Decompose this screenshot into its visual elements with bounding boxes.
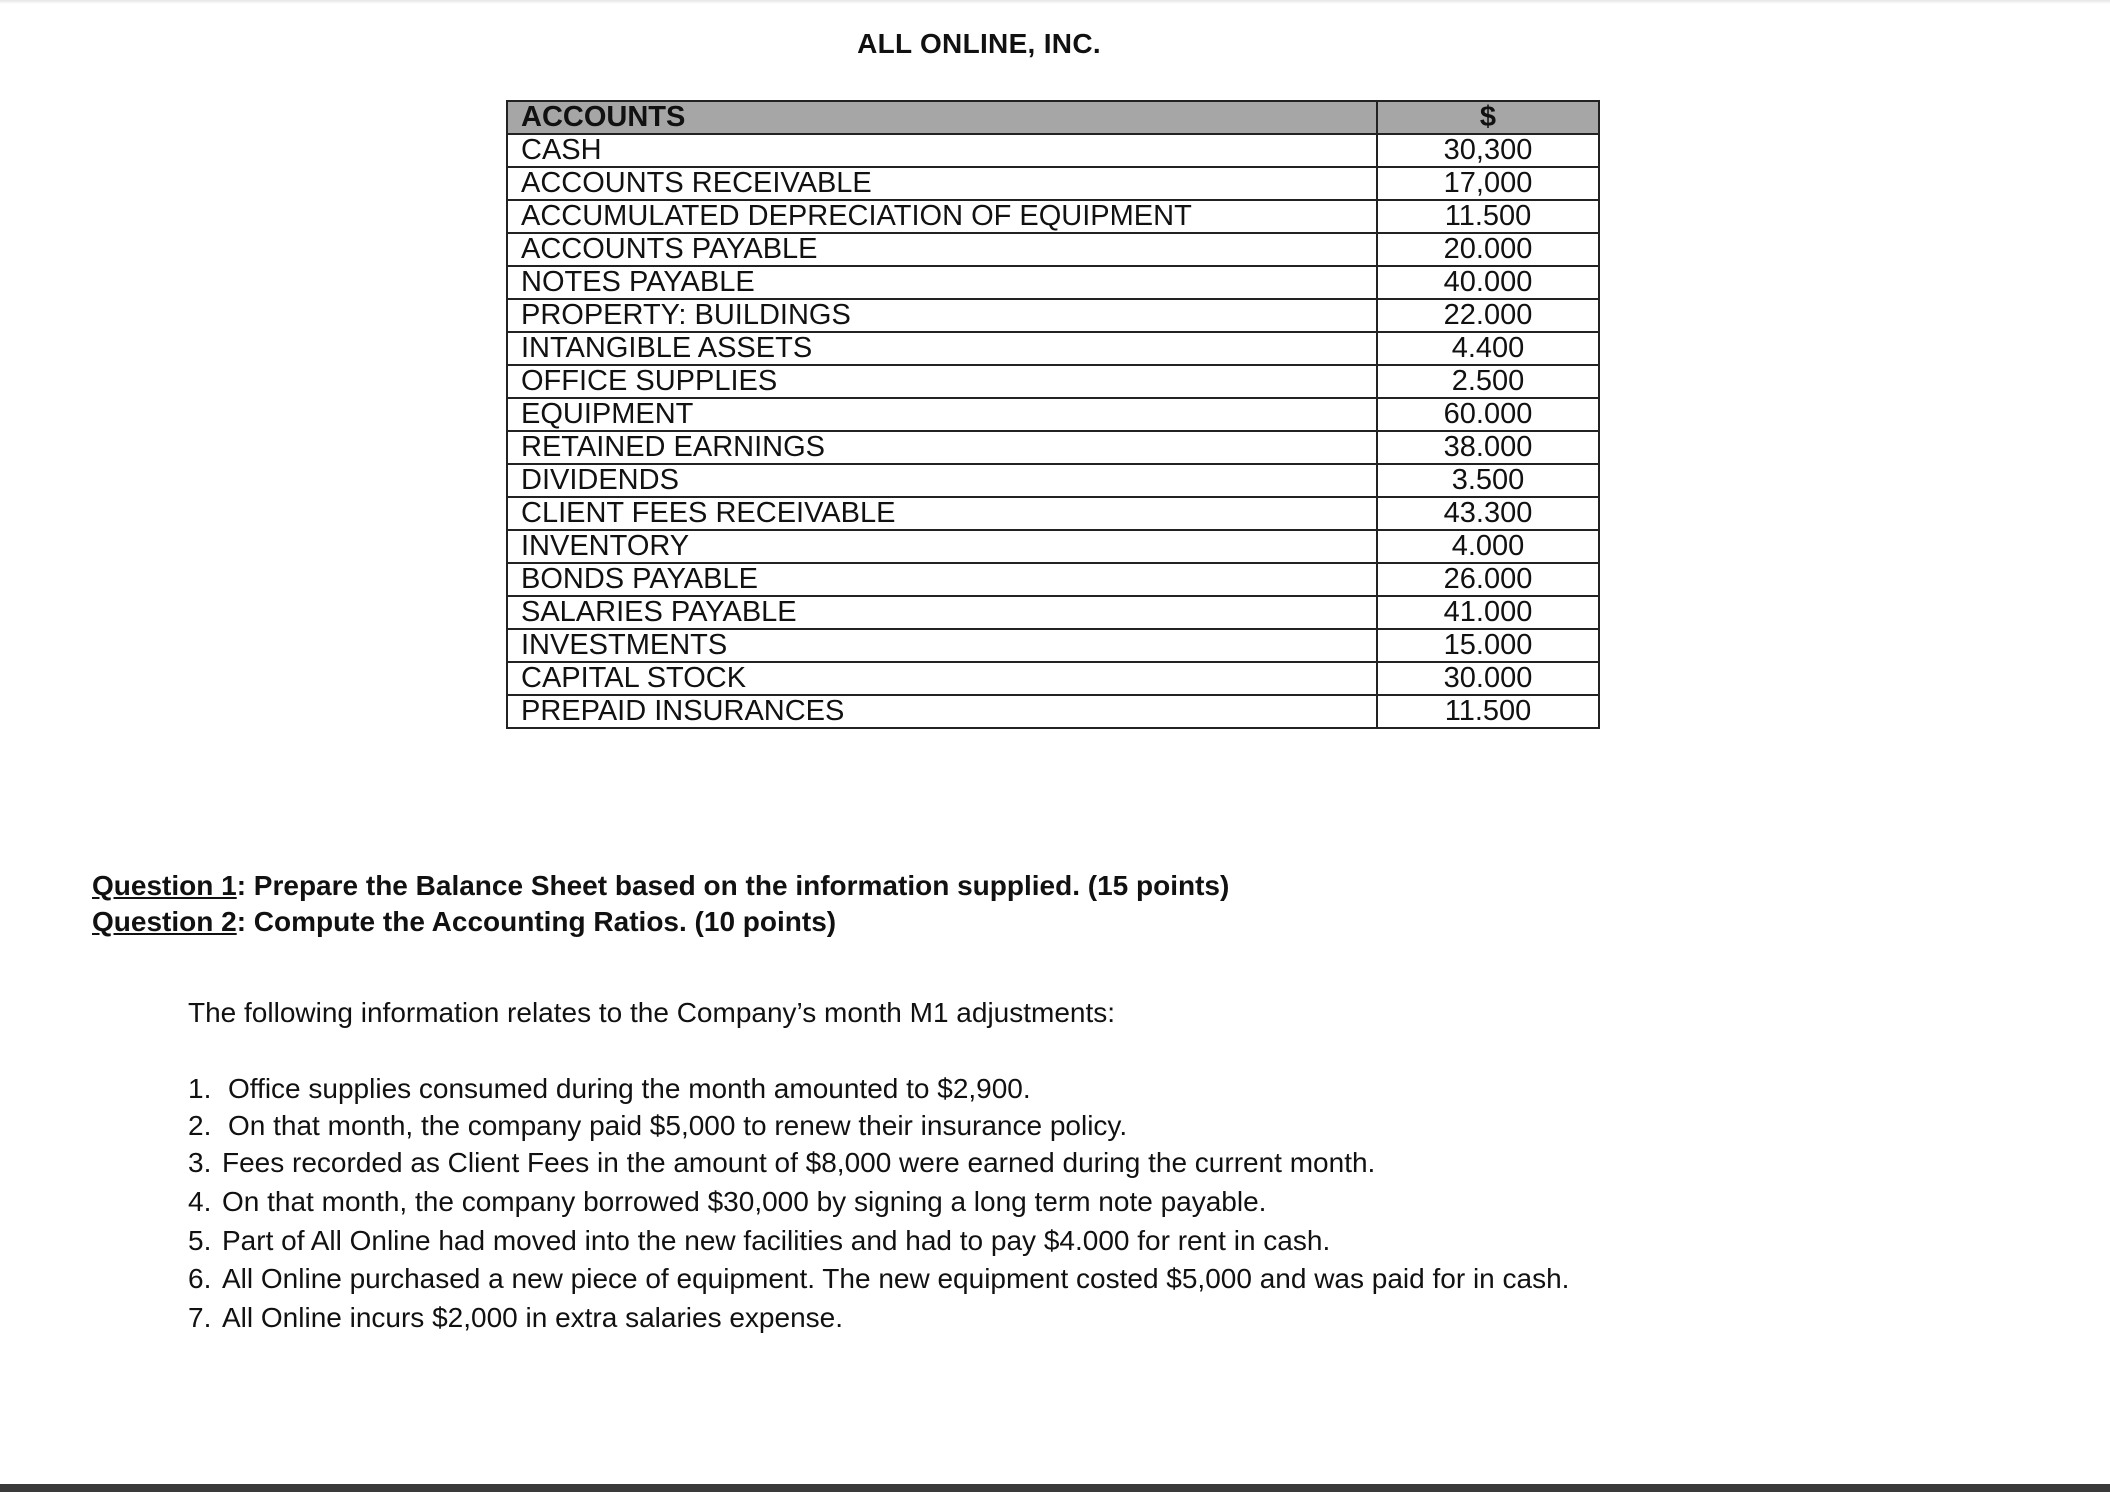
account-name: DIVIDENDS <box>507 464 1377 497</box>
question-label: Question 2 <box>92 906 237 937</box>
question-text: : Compute the Accounting Ratios. (10 points) <box>236 906 837 937</box>
account-value: 40.000 <box>1377 266 1599 299</box>
account-name: CASH <box>507 134 1377 167</box>
table-row <box>507 695 1599 728</box>
account-value: 3.500 <box>1377 464 1599 497</box>
table-row <box>507 266 1599 299</box>
account-name: NOTES PAYABLE <box>507 266 1377 299</box>
account-value: 22.000 <box>1377 299 1599 332</box>
table-row <box>507 134 1599 167</box>
adjustments-list <box>188 1070 1569 1338</box>
table-row <box>507 233 1599 266</box>
question-label: Question 1 <box>92 870 237 901</box>
account-name: INTANGIBLE ASSETS <box>507 332 1377 365</box>
account-value: 20.000 <box>1377 233 1599 266</box>
table-row <box>507 167 1599 200</box>
account-value: 2.500 <box>1377 365 1599 398</box>
account-value: 17,000 <box>1377 167 1599 200</box>
item-number: 4. <box>188 1185 212 1217</box>
list-item <box>188 1260 1569 1299</box>
list-item <box>188 1222 1569 1261</box>
account-value: 26.000 <box>1377 563 1599 596</box>
account-value: 15.000 <box>1377 629 1599 662</box>
table-row <box>507 365 1599 398</box>
amount-column-header: $ <box>1377 101 1599 134</box>
account-value: 60.000 <box>1377 398 1599 431</box>
question-1 <box>92 868 1229 904</box>
document-title: ALL ONLINE, INC. <box>857 28 1101 59</box>
table-row <box>507 497 1599 530</box>
accounts-column-header: ACCOUNTS <box>507 101 1377 134</box>
table-row <box>507 299 1599 332</box>
account-value: 11.500 <box>1377 695 1599 728</box>
account-name: PREPAID INSURANCES <box>507 695 1377 728</box>
item-text: On that month, the company borrowed $30,000 by signing a long term note payable. <box>222 1185 1267 1217</box>
table-row <box>507 596 1599 629</box>
item-number: 6. <box>188 1263 212 1295</box>
item-text: Part of All Online had moved into the new facilities and had to pay $4.000 for rent in cash. <box>222 1224 1331 1256</box>
list-item <box>188 1107 1569 1144</box>
item-number: 2. <box>188 1110 212 1141</box>
account-value: 43.300 <box>1377 497 1599 530</box>
item-text: All Online incurs $2,000 in extra salaries expense. <box>222 1302 844 1334</box>
item-text: All Online purchased a new piece of equipment. The new equipment costed $5,000 and was paid for in cash. <box>222 1263 1570 1295</box>
account-value: 11.500 <box>1377 200 1599 233</box>
table-row <box>507 464 1599 497</box>
account-name: CAPITAL STOCK <box>507 662 1377 695</box>
table-row <box>507 662 1599 695</box>
list-item <box>188 1299 1569 1338</box>
account-name: BONDS PAYABLE <box>507 563 1377 596</box>
account-value: 4.000 <box>1377 530 1599 563</box>
account-name: ACCOUNTS PAYABLE <box>507 233 1377 266</box>
table-row <box>507 200 1599 233</box>
page-bottom-bar <box>0 1484 2110 1492</box>
account-value: 30.000 <box>1377 662 1599 695</box>
table-row <box>507 431 1599 464</box>
item-number: 5. <box>188 1224 212 1256</box>
item-text: Fees recorded as Client Fees in the amount of $8,000 were earned during the current month. <box>222 1147 1376 1178</box>
account-name: SALARIES PAYABLE <box>507 596 1377 629</box>
list-item <box>188 1183 1569 1222</box>
table-row <box>507 332 1599 365</box>
account-name: CLIENT FEES RECEIVABLE <box>507 497 1377 530</box>
page-top-edge <box>0 0 2110 4</box>
account-name: RETAINED EARNINGS <box>507 431 1377 464</box>
table-row <box>507 563 1599 596</box>
account-name: ACCUMULATED DEPRECIATION OF EQUIPMENT <box>507 200 1377 233</box>
item-text: Office supplies consumed during the month amounted to $2,900. <box>228 1073 1031 1104</box>
account-name: INVENTORY <box>507 530 1377 563</box>
account-value: 38.000 <box>1377 431 1599 464</box>
item-number: 7. <box>188 1302 212 1334</box>
accounts-table <box>506 100 1600 729</box>
list-item <box>188 1144 1569 1183</box>
account-name: PROPERTY: BUILDINGS <box>507 299 1377 332</box>
account-name: ACCOUNTS RECEIVABLE <box>507 167 1377 200</box>
item-text: On that month, the company paid $5,000 to renew their insurance policy. <box>228 1110 1128 1141</box>
questions-block <box>92 868 1229 940</box>
account-value: 4.400 <box>1377 332 1599 365</box>
account-value: 30,300 <box>1377 134 1599 167</box>
account-name: OFFICE SUPPLIES <box>507 365 1377 398</box>
item-number: 1. <box>188 1073 212 1104</box>
question-2 <box>92 904 1229 940</box>
account-name: INVESTMENTS <box>507 629 1377 662</box>
table-row <box>507 398 1599 431</box>
table-row <box>507 629 1599 662</box>
account-name: EQUIPMENT <box>507 398 1377 431</box>
table-header-row <box>507 101 1599 134</box>
item-number: 3. <box>188 1147 212 1178</box>
table-row <box>507 530 1599 563</box>
adjustments-intro: The following information relates to the Company’s month M1 adjustments: <box>188 997 1116 1028</box>
account-value: 41.000 <box>1377 596 1599 629</box>
list-item <box>188 1070 1569 1107</box>
question-text: : Prepare the Balance Sheet based on the information supplied. (15 points) <box>236 870 1230 901</box>
